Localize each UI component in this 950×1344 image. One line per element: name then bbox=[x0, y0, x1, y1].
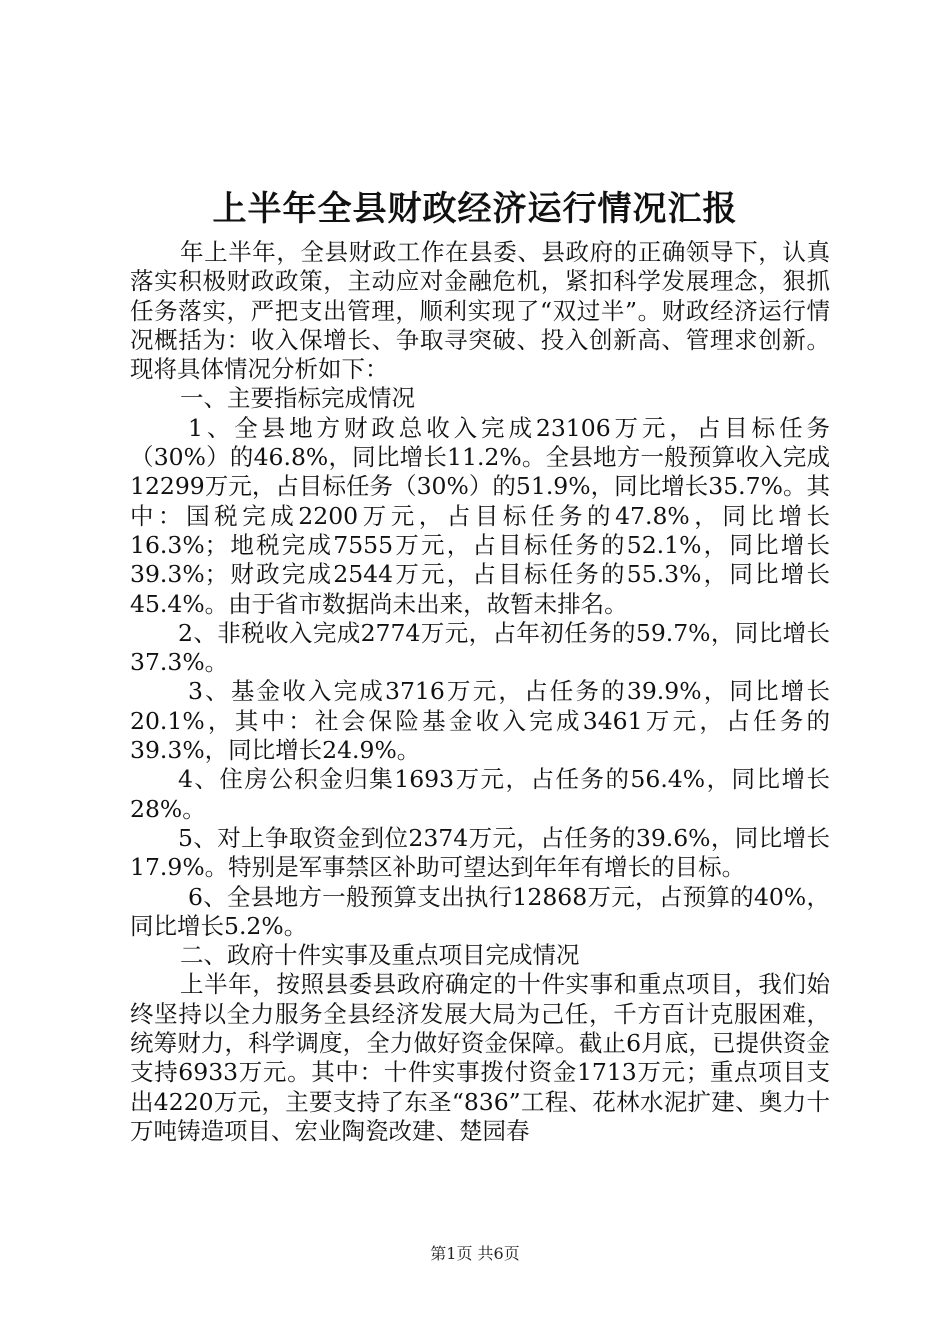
section-paragraph-2: 上半年，按照县委县政府确定的十件实事和重点项目，我们始终坚持以全力服务全县经济发展大局为己任，千方百计克服困难，统筹财力，科学调度，全力做好资金保障。截止6月底，已提供资金支持6933万元。其中：十件实事拨付资金1713万元；重点项目支出4220万元，主要支持了东圣“836”工程、花林水泥扩建、奥力十万吨铸造项目、宏业陶瓷改建、楚园春 bbox=[130, 970, 830, 1145]
section-heading-1: 一、主要指标完成情况 bbox=[180, 384, 415, 413]
page-footer: 第1页 共6页 bbox=[430, 1244, 520, 1263]
item-paragraph-3: 3、基金收入完成3716万元，占任务的39.9%，同比增长20.1%，其中：社会保险基金收入完成3461万元，占任务的39.3%，同比增长24.9%。 bbox=[130, 677, 830, 765]
item-paragraph-1: 1、全县地方财政总收入完成23106万元，占目标任务（30%）的46.8%，同比增长11.2%。全县地方一般预算收入完成12299万元，占目标任务（30%）的51.9%，同比增长35.7%。其中：国税完成2200万元，占目标任务的47.8%，同比增长16.3%；地税完成7555万元，占目标任务的52.1%，同比增长39.3%；财政完成2544万元，占目标任务的55.3%，同比增长45.4%。由于省市数据尚未出来，故暂未排名。 bbox=[130, 413, 830, 618]
section-heading-2: 二、政府十件实事及重点项目完成情况 bbox=[180, 941, 580, 970]
item-paragraph-4: 4、住房公积金归集1693万元，占任务的56.4%，同比增长28%。 bbox=[130, 765, 830, 823]
item-paragraph-2: 2、非税收入完成2774万元，占年初任务的59.7%，同比增长37.3%。 bbox=[130, 618, 830, 677]
item-paragraph-6: 6、全县地方一般预算支出执行12868万元，占预算的40%，同比增长5.2%。 bbox=[130, 882, 830, 940]
item-paragraph-5: 5、对上争取资金到位2374万元，占任务的39.6%，同比增长17.9%。特别是军事禁区补助可望达到年年有增长的目标。 bbox=[130, 823, 830, 882]
document-body bbox=[130, 238, 830, 1146]
document-title: 上半年全县财政经济运行情况汇报 bbox=[212, 189, 738, 229]
intro-paragraph: 年上半年，全县财政工作在县委、县政府的正确领导下，认真落实积极财政政策，主动应对金融危机，紧扣科学发展理念，狠抓任务落实，严把支出管理，顺利实现了“双过半”。财政经济运行情况概括为：收入保增长、争取寻突破、投入创新高、管理求创新。现将具体情况分析如下： bbox=[130, 238, 830, 384]
